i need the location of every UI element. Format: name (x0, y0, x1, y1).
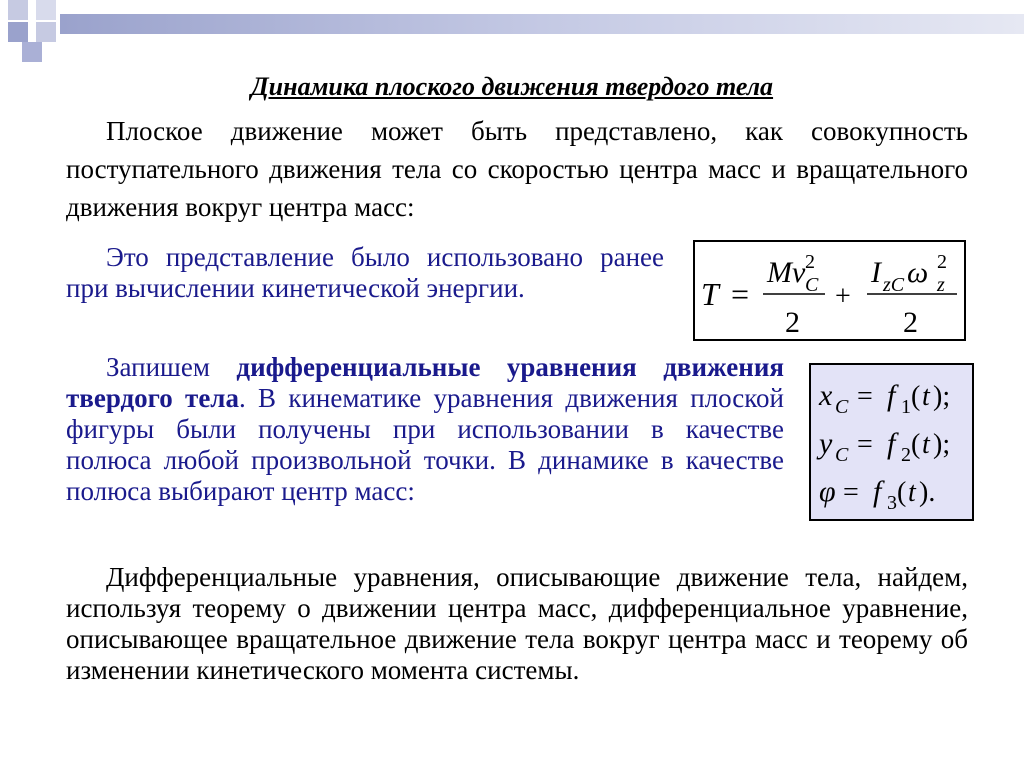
svg-text:2: 2 (937, 251, 947, 273)
svg-text:t: t (922, 381, 930, 412)
svg-text:C: C (805, 274, 819, 296)
equations-text-bold: дифференциальные уравнения движения твердого тела (66, 352, 784, 413)
svg-text:2: 2 (901, 444, 911, 466)
intro-paragraph: Плоское движение может быть представлено, как совокупность поступательного движения тела со скоростью центра масс и вращательного движения вокруг центра масс: (66, 116, 968, 222)
equations-text-part1: Запишем (106, 352, 237, 382)
decor-square (8, 0, 28, 20)
svg-text:=: = (857, 381, 873, 412)
svg-text:f: f (887, 427, 896, 460)
svg-text:t: t (922, 429, 930, 460)
equation-phi (819, 475, 935, 514)
svg-text:=: = (843, 477, 859, 508)
decor-square (8, 22, 28, 42)
equations-paragraph (66, 352, 784, 507)
svg-text:2: 2 (785, 306, 800, 339)
svg-text:(: ( (911, 381, 921, 412)
equation-x (818, 379, 950, 418)
svg-text:2: 2 (903, 306, 918, 339)
svg-text:);: ); (933, 429, 951, 460)
svg-text:1: 1 (901, 396, 911, 418)
svg-text:=: = (857, 429, 873, 460)
svg-text:y: y (819, 427, 833, 460)
equations-text-part2: . В кинематике уравнения движения плоской фигуры были получены при использовании в качестве полюса любой произвольной точки. В динамике в качестве полюса выбирают центр масс: (66, 383, 784, 506)
kinetic-energy-formula-graphic (695, 242, 966, 341)
svg-text:=: = (731, 276, 750, 312)
decor-square (22, 42, 42, 62)
svg-text:f: f (873, 475, 882, 508)
kinetic-paragraph: Это представление было использовано ранее при вычислении кинетической энергии. (66, 242, 664, 303)
svg-text:ω: ω (907, 256, 929, 289)
svg-text:x: x (819, 379, 833, 412)
svg-text:);: ); (933, 381, 951, 412)
svg-text:).: ). (919, 477, 936, 508)
decor-square (36, 0, 56, 20)
motion-equations-graphic (811, 365, 974, 521)
conclusion-paragraph: Дифференциальные уравнения, описывающие движение тела, найдем, используя теорему о движении центра масс, дифференциальное уравнение, описывающее вращательное движение тела вокруг центра масс и теорему об изменении кинетического момента системы. (66, 562, 968, 685)
motion-equations-box (809, 363, 974, 521)
svg-text:(: ( (897, 477, 907, 508)
slide-title: Динамика плоского движения твердого тела (250, 72, 774, 101)
svg-text:C: C (835, 396, 849, 418)
svg-text:T: T (701, 276, 719, 312)
svg-text:C: C (835, 444, 849, 466)
svg-text:I: I (871, 256, 881, 289)
svg-text:zC: zC (883, 274, 905, 296)
svg-text:z: z (937, 274, 945, 296)
svg-text:3: 3 (887, 492, 897, 514)
header-bar (60, 14, 1024, 34)
svg-text:φ: φ (819, 475, 836, 508)
kinetic-energy-formula (693, 240, 966, 341)
svg-text:Mv: Mv (767, 256, 806, 289)
svg-text:t: t (908, 477, 916, 508)
svg-text:+: + (835, 281, 851, 312)
decor-square (36, 22, 56, 42)
svg-text:2: 2 (805, 251, 815, 273)
svg-text:(: ( (911, 429, 921, 460)
equation-y (816, 427, 950, 466)
svg-text:f: f (887, 379, 896, 412)
